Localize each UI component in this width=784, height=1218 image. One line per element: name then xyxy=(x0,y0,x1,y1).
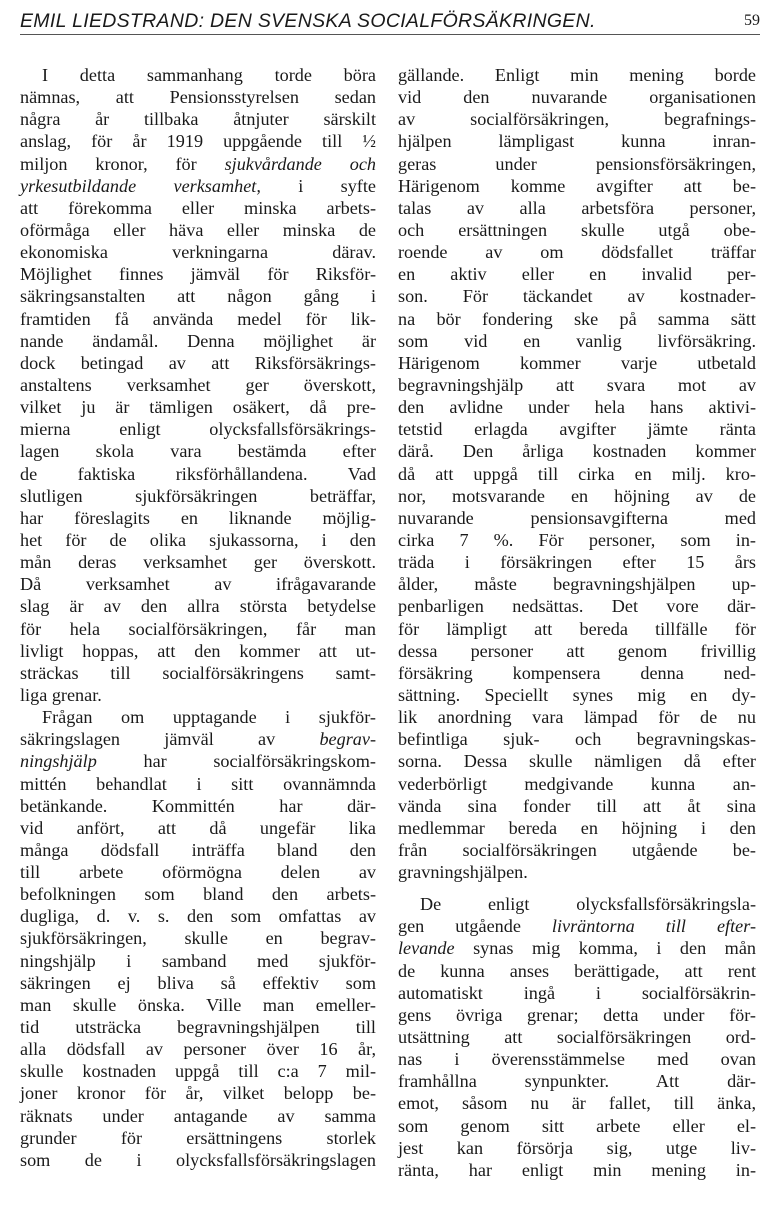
text-line: sorna. Dessa skulle nämligen då efter xyxy=(398,751,756,772)
text-line: livligt hoppas, att den kommer att ut- xyxy=(20,640,376,661)
text-line: liga grenar. xyxy=(20,684,102,705)
text-line: alla dödsfall av personer över 16 år, xyxy=(20,1039,376,1060)
text-segment: Frågan om upptagande i sjukför- xyxy=(42,707,376,728)
text-line: gällande. Enligt min mening borde xyxy=(398,65,756,85)
text-line: Härigenom komme avgifter att be- xyxy=(398,175,756,196)
emphasis-text: yrkesutbildande verksamhet, xyxy=(20,175,261,196)
text-line: har föreslagits en liknande möjlig- xyxy=(20,507,376,528)
text-line: försäkring kompensera denna ned- xyxy=(398,662,756,683)
text-line: säkringen ej bliva så effektiv som xyxy=(20,972,376,993)
text-line: begravningshjälp att svara mot av xyxy=(398,374,756,395)
text-segment: gen utgående xyxy=(398,916,552,937)
text-line: utsättning att socialförsäkringen ord- xyxy=(398,1027,756,1048)
text-segment: miljon kronor, för xyxy=(20,153,225,174)
text-line: som vid en vanlig livförsäkring. xyxy=(398,330,756,351)
text-line: nas i överensstämmelse med ovan xyxy=(398,1049,756,1070)
text-line: jest kan försörja sig, utge liv- xyxy=(398,1137,756,1158)
text-line: säkringsanstalten att någon gång i xyxy=(20,286,376,307)
text-line: vilket ju är tämligen osäkert, då pre- xyxy=(20,397,376,418)
text-line: räknats under antagande av samma xyxy=(20,1105,376,1126)
text-line: joner kronor för år, vilket belopp be- xyxy=(20,1083,376,1104)
emphasis-text: ningshjälp xyxy=(20,751,97,772)
text-line: och ersättningen skulle utgå obe- xyxy=(398,219,756,240)
text-line: roende av om dödsfallet träffar xyxy=(398,242,756,263)
left-column xyxy=(20,64,376,1171)
text-line: träda i försäkringen efter 15 års xyxy=(398,552,756,573)
text-line: befintliga sjuk- och begravningskas- xyxy=(398,729,756,750)
text-line xyxy=(20,153,376,175)
text-line: penbarligen nedsättas. Det vore där- xyxy=(398,596,756,617)
text-line: talas av alla arbetsföra personer, xyxy=(398,197,756,218)
text-line: framhållna synpunkter. Att där- xyxy=(398,1071,756,1092)
text-line: framtiden få använda medel för lik- xyxy=(20,308,376,329)
text-line: mån deras verksamhet ger överskott. xyxy=(20,552,376,573)
text-line: I detta sammanhang torde böra xyxy=(42,65,376,85)
text-line: gens övriga grenar; detta under för- xyxy=(398,1004,756,1025)
text-line: dugliga, d. v. s. den som omfattas av xyxy=(20,906,376,927)
running-title: EMIL LIEDSTRAND: DEN SVENSKA SOCIALFÖRSÄKRINGEN. xyxy=(20,10,596,32)
text-line: de kunna anses berättigade, att rent xyxy=(398,960,756,981)
text-line: dock betingad av att Riksförsäkrings- xyxy=(20,352,376,373)
text-line: vid den nuvarande organisationen xyxy=(398,87,756,108)
text-line: som genom sitt arbete eller el- xyxy=(398,1115,756,1136)
text-line: tetstid erlagda avgifter jämte ränta xyxy=(398,419,756,440)
text-line: Härigenom kommer varje utbetald xyxy=(398,352,756,373)
emphasis-text: levande xyxy=(398,938,455,959)
text-line: som de i olycksfallsförsäkringslagen xyxy=(20,1149,376,1170)
text-line: slutligen sjukförsäkringen beträffar, xyxy=(20,485,376,506)
text-line: anstaltens verksamhet ger överskott, xyxy=(20,374,376,395)
text-line: medlemmar bereda en höjning i den xyxy=(398,817,756,838)
text-line: vederbörligt medgivande kunna an- xyxy=(398,773,756,794)
text-line: lik anordning vara lämpad för de nu xyxy=(398,707,756,728)
text-line: skulle kostnaden uppgå till c:a 7 mil- xyxy=(20,1061,376,1082)
text-segment: har socialförsäkringskom- xyxy=(96,751,376,772)
text-line xyxy=(398,915,756,937)
text-line: några år tillbaka åtnjuter särskilt xyxy=(20,109,376,130)
text-line: na bör fondering ske på samma sätt xyxy=(398,308,756,329)
text-line: nämnas, att Pensionsstyrelsen sedan xyxy=(20,87,376,108)
text-line: slag är av den allra största betydelse xyxy=(20,596,376,617)
text-line xyxy=(20,728,376,750)
emphasis-text: sjukvårdande och xyxy=(224,153,376,174)
text-line: vid anfört, att då ungefär lika xyxy=(20,817,376,838)
text-line: geras under pensionsförsäkringen, xyxy=(398,153,756,174)
text-line: De enligt olycksfallsförsäkringsla- xyxy=(420,894,756,915)
text-line: Möjlighet finnes jämväl för Riksför- xyxy=(20,264,376,285)
text-line: då att uppgå till cirka en milj. kro- xyxy=(398,463,756,484)
text-line: vända sina fonder till att åt sina xyxy=(398,795,756,816)
text-segment: i syfte xyxy=(260,175,376,196)
text-segment: säkringslagen jämväl av xyxy=(20,729,320,750)
text-line: betänkande. Kommittén har där- xyxy=(20,795,376,816)
emphasis-text: livräntorna till efter- xyxy=(551,916,756,937)
text-line: nande ändamål. Denna möjlighet är xyxy=(20,330,376,351)
right-column xyxy=(398,64,756,1181)
text-line: till arbete oförmögna delen av xyxy=(20,862,376,883)
text-line: man skulle önska. Ville man emeller- xyxy=(20,994,376,1015)
text-line: för hela socialförsäkringen, får man xyxy=(20,618,376,639)
text-line: Då verksamhet av ifrågavarande xyxy=(20,574,376,595)
text-line xyxy=(20,750,376,772)
text-line: emot, såsom nu är fallet, till änka, xyxy=(398,1093,756,1114)
text-line: tid utsträcka begravningshjälpen till xyxy=(20,1017,376,1038)
text-segment: synas mig komma, i den mån xyxy=(454,938,756,959)
text-line: nuvarande pensionsavgifterna med xyxy=(398,507,756,528)
page-number: 59 xyxy=(744,12,760,29)
text-line: cirka 7 %. För personer, som in- xyxy=(398,529,756,550)
text-line: het för de olika sjukassorna, i den xyxy=(20,529,376,550)
paragraph-gap xyxy=(398,883,756,893)
text-line: lagen skola vara bestämda efter xyxy=(20,441,376,462)
text-line: en aktiv eller en invalid per- xyxy=(398,264,756,285)
text-line: hjälpen lämpligast kunna inran- xyxy=(398,131,756,152)
text-line: sättning. Speciellt synes mig en dy- xyxy=(398,684,756,705)
text-line: grunder för ersättningens storlek xyxy=(20,1127,376,1148)
text-line: för lämpligt att bereda tillfälle för xyxy=(398,618,756,639)
text-line: sträckas till socialförsäkringens samt- xyxy=(20,662,376,683)
text-line: av socialförsäkringen, begrafnings- xyxy=(398,109,756,130)
text-line: de faktiska riksförhållandena. Vad xyxy=(20,463,376,484)
emphasis-text: begrav- xyxy=(319,729,376,750)
text-line xyxy=(20,706,376,728)
running-header xyxy=(20,8,760,35)
text-line xyxy=(20,175,376,197)
text-line: ålder, måste begravningshjälpen up- xyxy=(398,574,756,595)
text-line: sjukförsäkringen, skulle en begrav- xyxy=(20,928,376,949)
text-line: från socialförsäkringen utgående be- xyxy=(398,839,756,860)
text-line: därå. Den årliga kostnaden kommer xyxy=(398,441,756,462)
text-line: oförmåga eller häva eller minska de xyxy=(20,219,376,240)
text-line: ningshjälp i samband med sjukför- xyxy=(20,950,376,971)
text-line xyxy=(398,937,756,959)
text-line: son. För täckandet av kostnader- xyxy=(398,286,756,307)
text-line: nor, motsvarande en höjning av de xyxy=(398,485,756,506)
text-line: dessa personer att genom frivillig xyxy=(398,640,756,661)
text-line: anslag, för år 1919 uppgående till ½ xyxy=(20,131,376,152)
text-line: att förekomma eller minska arbets- xyxy=(20,197,376,218)
text-line: ekonomiska verkningarna därav. xyxy=(20,242,376,263)
text-line: många dödsfall inträffa bland den xyxy=(20,839,376,860)
text-line: befolkningen som bland den arbets- xyxy=(20,884,376,905)
text-line: mittén behandlat i sitt ovannämnda xyxy=(20,773,376,794)
text-line: mierna enligt olycksfallsförsäkrings- xyxy=(20,419,376,440)
text-line: gravningshjälpen. xyxy=(398,862,528,883)
text-line: den avlidne under hela hans aktivi- xyxy=(398,397,756,418)
text-line: automatiskt ingå i socialförsäkrin- xyxy=(398,982,756,1003)
text-line: ränta, har enligt min mening in- xyxy=(398,1159,756,1180)
